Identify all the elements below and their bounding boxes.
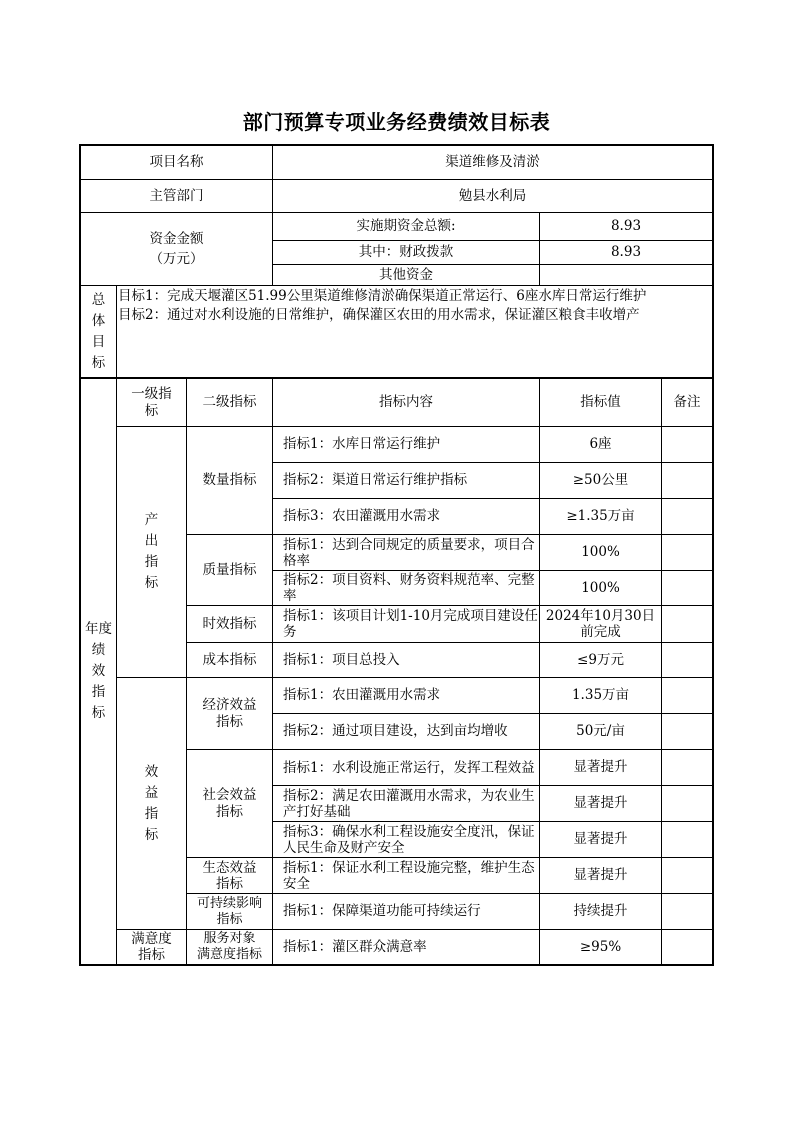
sub-quality: 质量指标 [202, 561, 257, 578]
sub-timeliness: 时效指标 [202, 615, 257, 632]
row-value: ≤9万元 [577, 651, 624, 668]
sub-quantity: 数量指标 [202, 472, 257, 488]
row-remark [662, 930, 712, 964]
overall-goals [118, 287, 710, 325]
total-funds-label: 实施期资金总额: [356, 218, 456, 234]
header-level1: 一级指 标 [131, 385, 172, 419]
header-value: 指标值 [580, 394, 621, 410]
row-value: ≥50公里 [572, 472, 629, 488]
row-value: ≥1.35万亩 [566, 508, 635, 524]
header-level2: 二级指标 [202, 394, 257, 410]
row-content: 指标1：水利设施正常运行，发挥工程效益 [283, 759, 535, 776]
row-remark [662, 427, 712, 462]
row-remark [662, 750, 712, 785]
fiscal-funds-label: 其中：财政拨款 [358, 244, 454, 260]
funds-label: 资金金额 （万元） [149, 231, 204, 267]
dept-label: 主管部门 [149, 187, 204, 204]
row-content: 指标1：该项目计划1-10月完成项目建设任务 [283, 608, 538, 640]
row-remark [662, 714, 712, 749]
sub-economic: 经济效益 指标 [202, 696, 257, 730]
row-remark [662, 822, 712, 857]
row-remark [662, 786, 712, 821]
overall-goal-label: 总 体 目 标 [91, 291, 106, 371]
row-content: 指标2：通过项目建设，达到亩均增收 [283, 723, 508, 739]
row-content: 指标2：项目资料、财务资料规范率、完整率 [283, 572, 535, 604]
other-funds-value [540, 265, 712, 285]
row-remark [662, 606, 712, 642]
row-content: 指标3：确保水利工程设施安全度汛，保证人民生命及财产安全 [283, 823, 535, 856]
fiscal-funds-value: 8.93 [610, 244, 642, 260]
overall-goal-2: 目标2：通过对水利设施的日常维护，确保灌区农田的用水需求，保证灌区粮食丰收增产 [118, 307, 640, 323]
row-value: 2024年10月30日前完成 [545, 608, 656, 640]
row-value: 显著提升 [573, 867, 628, 883]
header-content: 指标内容 [379, 394, 433, 410]
row-content: 指标1：达到合同规定的质量要求，项目合格率 [283, 536, 535, 569]
row-content: 指标1：水库日常运行维护 [283, 436, 441, 452]
group-satisfaction: 满意度 指标 [131, 931, 172, 963]
total-funds-value: 8.93 [610, 218, 642, 234]
sub-sustainable: 可持续影响 指标 [196, 895, 262, 927]
row-remark [662, 894, 712, 929]
group-benefit: 效 益 指 标 [144, 763, 159, 843]
row-value: 持续提升 [573, 903, 628, 919]
sub-ecological: 生态效益 指标 [202, 859, 257, 892]
annual-indicator-label: 年度 绩 效 指 标 [85, 621, 112, 721]
row-remark [662, 463, 712, 498]
sub-cost: 成本指标 [202, 651, 257, 668]
other-funds-label: 其他资金 [379, 266, 433, 283]
page-title: 部门预算专项业务经费绩效目标表 [242, 110, 551, 134]
row-remark [662, 535, 712, 570]
row-content: 指标3：农田灌溉用水需求 [283, 508, 441, 524]
row-content: 指标1：保证水利工程设施完整，维护生态安全 [283, 859, 535, 892]
dept-value: 勉县水利局 [458, 187, 527, 204]
project-name-value: 渠道维修及清淤 [445, 154, 540, 170]
row-value: 显著提升 [573, 759, 628, 775]
row-content: 指标1：项目总投入 [283, 651, 400, 668]
row-remark [662, 499, 712, 534]
project-name-label: 项目名称 [149, 154, 204, 170]
row-value: 100% [581, 544, 620, 560]
row-remark [662, 643, 712, 677]
row-value: 1.35万亩 [571, 687, 630, 703]
sub-social: 社会效益 指标 [202, 786, 257, 820]
row-remark [662, 858, 712, 893]
row-content: 指标1：农田灌溉用水需求 [283, 687, 441, 703]
row-content: 指标1：保障渠道功能可持续运行 [283, 903, 481, 919]
group-output: 产 出 指 标 [144, 512, 159, 591]
row-value: ≥95% [579, 938, 622, 955]
row-remark [662, 571, 712, 605]
row-content: 指标2：满足农田灌溉用水需求，为农业生产打好基础 [283, 787, 535, 820]
row-value: 6座 [589, 436, 612, 452]
header-remark: 备注 [673, 394, 701, 410]
row-value: 显著提升 [573, 831, 628, 847]
row-content: 指标1：灌区群众满意率 [283, 938, 427, 955]
row-content: 指标2：渠道日常运行维护指标 [283, 472, 468, 488]
row-remark [662, 678, 712, 713]
overall-goal-1: 目标1：完成天堰灌区51.99公里渠道维修清淤确保渠道正常运行、6座水库日常运行维护 [118, 288, 647, 304]
row-value: 100% [581, 579, 620, 596]
row-value: 50元/亩 [576, 723, 625, 739]
row-value: 显著提升 [573, 795, 628, 811]
sub-service: 服务对象 满意度指标 [196, 931, 262, 962]
